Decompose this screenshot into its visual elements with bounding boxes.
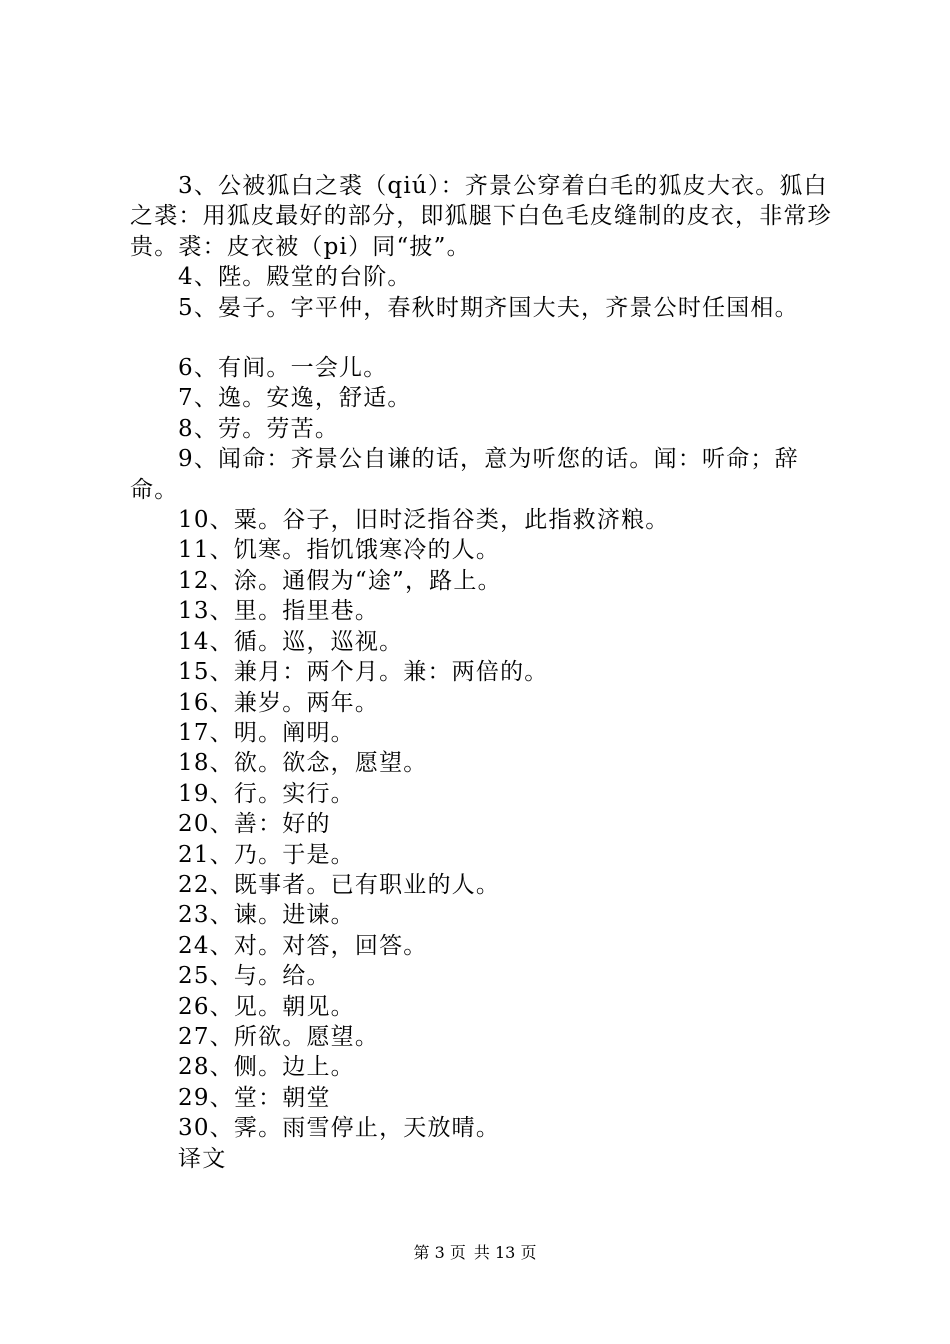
paragraph-note-6: 6、有间。一会儿。 [178,355,388,382]
document-body [130,171,840,1174]
page-footer [0,1243,950,1263]
paragraph-note-24: 24、对。对答，回答。 [178,932,428,959]
paragraph-note-19: 19、行。实行。 [178,780,355,807]
paragraph-note-5: 5、晏子。字平仲，春秋时期齐国大夫，齐景公时任国相。 [178,294,799,321]
paragraph-note-8: 8、劳。劳苦。 [178,415,340,442]
paragraph-note-10: 10、粟。谷子，旧时泛指谷类，此指救济粮。 [178,507,670,534]
page-total: 共 13 页 [473,1243,537,1262]
paragraph-note-21: 21、乃。于是。 [178,841,355,868]
paragraph-note-22: 22、既事者。已有职业的人。 [178,871,501,898]
paragraph-note-28: 28、侧。边上。 [178,1054,355,1081]
paragraph-note-20: 20、善：好的 [178,811,331,838]
paragraph-note-11: 11、饥寒。指饥饿寒冷的人。 [178,537,501,564]
paragraph-note-7: 7、逸。安逸，舒适。 [178,385,412,412]
paragraph-note-15: 15、兼月：两个月。兼：两倍的。 [178,659,549,686]
paragraph-note-14: 14、循。巡，巡视。 [178,628,404,655]
paragraph-note-27: 27、所欲。愿望。 [178,1023,380,1050]
paragraph-note-16: 16、兼岁。两年。 [178,689,380,716]
paragraph-note-17: 17、明。阐明。 [178,719,355,746]
paragraph-note-9: 9、闻命：齐景公自谦的话，意为听您的话。闻：听命；辞命。 [130,446,799,503]
paragraph-note-13: 13、里。指里巷。 [178,598,380,625]
paragraph-note-23: 23、谏。进谏。 [178,902,355,929]
paragraph-note-3: 3、公被狐白之裘（qiú）：齐景公穿着白毛的狐皮大衣。狐白之裘：用狐皮最好的部分，即狐腿下白色毛皮缝制的皮衣，非常珍贵。裘：皮衣被（pi）同“披”。 [130,173,832,260]
paragraph-note-4: 4、陛。殿堂的台阶。 [178,264,412,291]
section-heading-translation: 译文 [178,1145,227,1172]
paragraph-note-25: 25、与。给。 [178,963,331,990]
paragraph-note-18: 18、欲。欲念，愿望。 [178,750,428,777]
page-number: 第 3 页 [413,1243,466,1262]
paragraph-note-29: 29、堂：朝堂 [178,1084,331,1111]
paragraph-gap [130,323,840,353]
paragraph-note-30: 30、霁。雨雪停止，天放晴。 [178,1115,501,1142]
paragraph-note-12: 12、涂。通假为“途”，路上。 [178,567,502,594]
paragraph-note-26: 26、见。朝见。 [178,993,355,1020]
